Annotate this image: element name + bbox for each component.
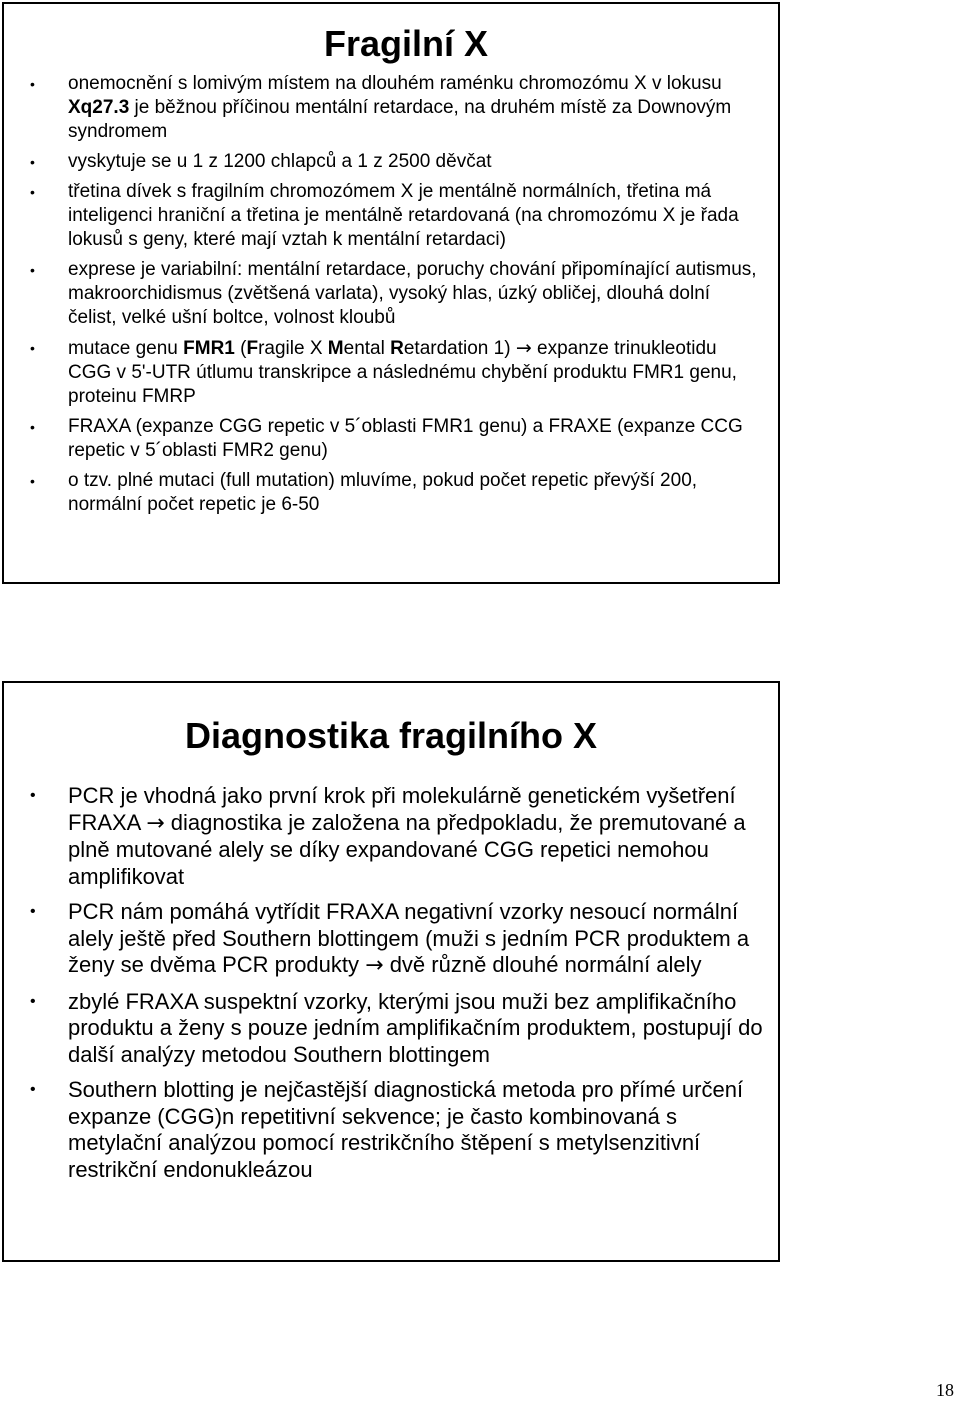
slide-title: Fragilní X [323,23,489,64]
arrow-right-icon: → [515,337,532,359]
arrow-right-icon: → [365,953,384,978]
bullet-icon: • [30,992,36,1010]
bullet-icon: • [30,903,36,920]
list-item: • FRAXA (expanze CGG repetic v 5´oblasti FMR1 genu) a FRAXE (expanze CCG repetic v 5´oblasti FMR2 genu) [30,416,743,461]
slide-title: Diagnostika fragilního X [184,715,598,756]
bullet-icon: • [30,473,35,489]
list-item: • PCR je vhodná jako první krok při molekulárně genetickém vyšetření FRAXA → diagnostika je založena na předpokladu, že premutované a plně mutované alely se díky expandované CGG repetici nemohou amplifikovat [30,783,746,889]
list-item: • Southern blotting je nejčastější diagnostická metoda pro přímé určení expanze (CGG)n repetitivní sekvence; je často kombinovaná s metylační analýzou pomocí restrikčního štěpení s metylsenzitivní restrikční endonukleázou [30,1077,744,1182]
list-item: • mutace genu FMR1 (Fragile X Mental Retardation 1) → expanze trinukleotidu CGG v 5'-UTR útlumu transkripce a následnému chybění produktu FMR1 genu, proteinu FMRP [30,337,737,407]
bullet-list [4,64,763,517]
list-item: • třetina dívek s fragilním chromozómem X je mentálně normálních, třetina má inteligenci hraniční a třetina je mentálně retardovaná (na chromozómu X je řada lokusů s geny, které mají vztah k mentální retardaci) [30,181,739,250]
gene-name: FMR1 [183,338,235,359]
list-item: • onemocnění s lomivým místem na dlouhém raménku chromozómu X v lokusu Xq27.3 je běžnou příčinou mentální retardace, na druhém místě za Downovým syndromem [30,73,732,142]
page-number: 18 [936,1380,954,1400]
bullet-icon: • [30,340,35,356]
bullet-icon: • [30,262,35,278]
list-item: • PCR nám pomáhá vytřídit FRAXA negativní vzorky nesoucí normální alely ještě před Southern blottingem (muži s jedním PCR produktem a ženy se dvěma PCR produkty → dvě různě dlouhé normální alely [30,899,750,978]
arrow-right-icon: → [146,810,165,836]
bullet-icon: • [30,787,36,804]
bullet-list [4,756,768,1183]
list-item: • exprese je variabilní: mentální retardace, poruchy chování připomínající autismus, makroorchidismus (zvětšená varlata), vysoký hlas, úzký obličej, dlouhá dolní čelist, velké ušní boltce, volnost kloubů [30,259,757,328]
slide-fragile-x [2,2,780,584]
bullet-icon: • [30,419,35,435]
slide-diagnostics [2,681,780,1262]
bullet-icon: • [30,76,35,92]
list-item: • vyskytuje se u 1 z 1200 chlapců a 1 z 2500 děvčat [30,151,492,172]
bullet-icon: • [30,1081,36,1098]
bullet-icon: • [30,184,35,200]
list-item: • zbylé FRAXA suspektní vzorky, kterými jsou muži bez amplifikačního produktu a ženy s pouze jedním amplifikačním produktem, postupují do další analýzy metodou Southern blottingem [30,988,763,1067]
locus-label: Xq27.3 [68,97,130,118]
bullet-icon: • [30,154,35,170]
list-item: • o tzv. plné mutaci (full mutation) mluvíme, pokud počet repetic převýší 200, normální počet repetic je 6-50 [30,470,698,515]
